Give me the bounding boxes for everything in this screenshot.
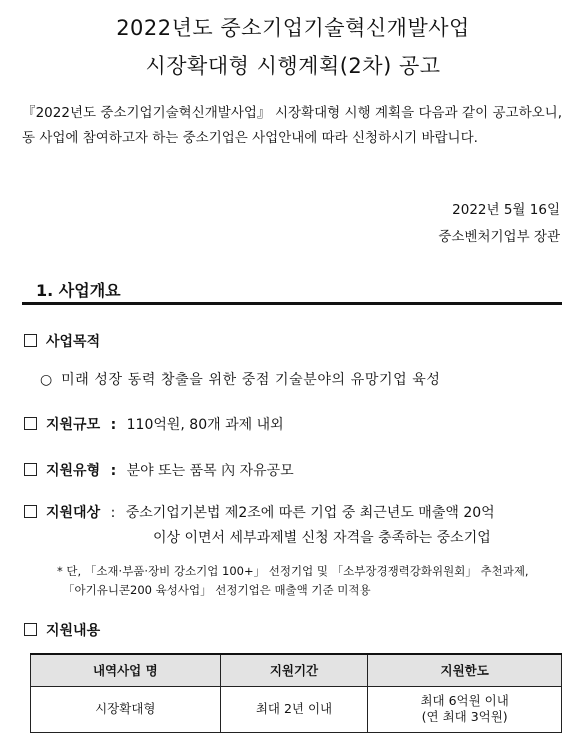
scale-row [24, 414, 284, 434]
square-bullet-icon [24, 463, 37, 476]
title-line-2: 시장확대형 시행계획(2차) 공고 [145, 54, 441, 78]
target-line-1: 중소기업기본법 제2조에 따른 기업 중 최근년도 매출액 20억 [125, 505, 495, 521]
section-title [36, 278, 121, 301]
purpose-label: 사업목적 [46, 334, 101, 350]
scale-label: 지원규모 [46, 417, 101, 433]
support-type-row [24, 460, 294, 480]
table-cell-limit-line-1: 최대 6억원 이내 [420, 693, 509, 708]
table-row [31, 686, 562, 732]
table-header-period: 지원기간 [220, 654, 368, 686]
purpose-heading [24, 331, 100, 351]
support-type-value: 분야 또는 품목 內 자유공모 [126, 463, 294, 479]
table-cell-name: 시장확대형 [31, 686, 221, 732]
square-bullet-icon [24, 623, 37, 636]
section-number: 1. [36, 281, 54, 300]
support-type-label: 지원유형 [46, 463, 101, 479]
table-cell-period: 최대 2년 이내 [220, 686, 368, 732]
table-cell-limit-line-2: (연 최대 3억원) [421, 709, 508, 724]
table-header-row [31, 654, 562, 686]
target-row [24, 502, 495, 522]
notice-date: 2022년 5월 16일 [452, 202, 560, 218]
square-bullet-icon [24, 417, 37, 430]
target-separator: : [110, 505, 116, 521]
target-line-2: 이상 이면서 세부과제별 신청 자격을 충족하는 중소기업 [153, 530, 491, 546]
section-name: 사업개요 [58, 281, 121, 300]
content-heading [24, 620, 100, 640]
target-note-1: * 단, 「소재·부품·장비 강소기업 100+」 선정기업 및 「소부장경쟁력강화위원회」 추천과제, [57, 564, 529, 578]
target-note-2: 「아기유니콘200 육성사업」 선정기업은 매출액 기준 미적용 [63, 583, 371, 597]
table-header-name: 내역사업 명 [31, 654, 221, 686]
title-line-1: 2022년도 중소기업기술혁신개발사업 [116, 16, 470, 40]
square-bullet-icon [24, 334, 37, 347]
purpose-text: 미래 성장 동력 창출을 위한 중점 기술분야의 유망기업 육성 [61, 372, 441, 388]
circle-bullet-icon: ○ [40, 372, 53, 388]
scale-value: 110억원, 80개 과제 내외 [126, 417, 284, 433]
scale-separator: : [110, 417, 117, 433]
table-cell-limit [368, 686, 562, 732]
target-label: 지원대상 [46, 505, 101, 521]
section-header [22, 277, 562, 305]
content-label: 지원내용 [46, 623, 101, 639]
notice-issuer: 중소벤처기업부 장관 [438, 229, 560, 245]
support-type-separator: : [110, 463, 117, 479]
table-header-limit: 지원한도 [368, 654, 562, 686]
purpose-item [40, 369, 441, 389]
support-table [30, 653, 562, 733]
intro-paragraph: 『2022년도 중소기업기술혁신개발사업』 시장확대형 시행 계획을 다음과 같이 공고하오니, 동 사업에 참여하고자 하는 중소기업은 사업안내에 따라 신청하시기 바랍니다. [22, 105, 562, 146]
square-bullet-icon [24, 505, 37, 518]
